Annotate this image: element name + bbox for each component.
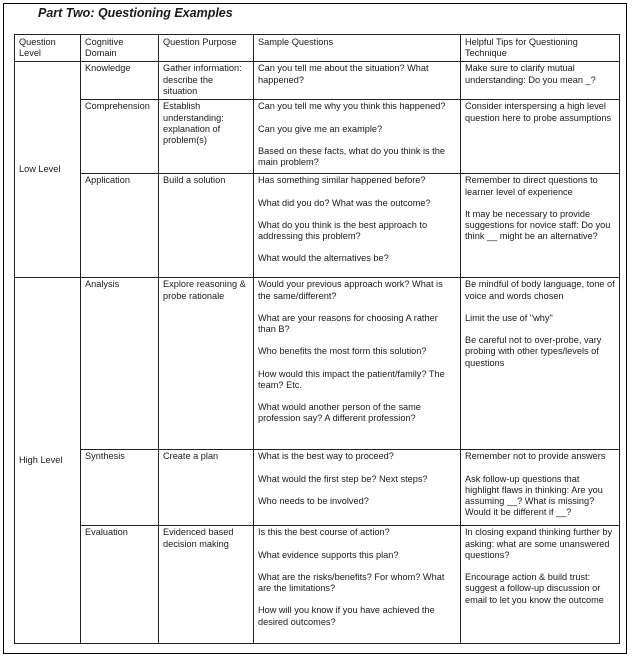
sample-question: Who benefits the most form this solution? <box>258 346 427 357</box>
helpful-tip: Be careful not to over-probe, vary probing with other types/levels of questions <box>465 335 602 368</box>
sample-question: What would another person of the same profession say? A different profession? <box>258 401 421 424</box>
purpose-cell: Establish understanding: explanation of problem(s) <box>159 100 254 174</box>
sample-question: How will you know if you have achieved the desired outcomes? <box>258 605 435 627</box>
high-level-cell: High Level <box>15 278 81 644</box>
page-title: Part Two: Questioning Examples <box>38 6 233 20</box>
domain-cell: Comprehension <box>81 100 159 174</box>
purpose-cell: Create a plan <box>159 450 254 526</box>
sample-questions-cell <box>254 100 461 174</box>
purpose-cell: Gather information: describe the situation <box>159 62 254 100</box>
helpful-tip: Make sure to clarify mutual understanding: Do you mean _? <box>465 63 596 85</box>
header-cognitive-domain: Cognitive Domain <box>81 35 159 62</box>
sample-question: Based on these facts, what do you think is the main problem? <box>258 145 445 168</box>
sample-question: What are the risks/benefits? For whom? What are the limitations? <box>258 571 445 594</box>
table-row <box>15 174 620 278</box>
helpful-tips-cell <box>461 62 620 100</box>
purpose-cell: Explore reasoning & probe rationale <box>159 278 254 450</box>
domain-cell: Synthesis <box>81 450 159 526</box>
helpful-tips-cell <box>461 526 620 644</box>
helpful-tips-cell <box>461 174 620 278</box>
helpful-tip: Encourage action & build trust: suggest a follow-up discussion or email to let you know the outcome <box>465 572 604 605</box>
sample-question: What are your reasons for choosing A rather than B? <box>258 312 438 335</box>
table-row <box>15 450 620 526</box>
helpful-tip: Ask follow-up questions that highlight flaws in thinking: Are you assuming __? What is missing? Would it be different if __? <box>465 473 603 518</box>
sample-question: What would the first step be? Next steps? <box>258 473 428 484</box>
sample-questions-cell <box>254 526 461 644</box>
domain-cell: Evaluation <box>81 526 159 644</box>
helpful-tips-cell <box>461 278 620 450</box>
helpful-tip: Remember to direct questions to learner level of experience <box>465 175 598 197</box>
header-question-level: Question Level <box>15 35 81 62</box>
sample-question: What evidence supports this plan? <box>258 549 399 560</box>
sample-question: How would this impact the patient/family? The team? Etc. <box>258 368 445 390</box>
sample-question: What is the best way to proceed? <box>258 451 394 462</box>
domain-cell: Analysis <box>81 278 159 450</box>
table-row <box>15 100 620 174</box>
sample-questions-cell <box>254 174 461 278</box>
sample-question: Would your previous approach work? What is the same/different? <box>258 279 443 301</box>
helpful-tips-cell <box>461 450 620 526</box>
sample-question: What would the alternatives be? <box>258 253 389 264</box>
questioning-table <box>14 34 620 644</box>
low-level-cell: Low Level <box>15 62 81 278</box>
helpful-tip: Consider interspersing a high level question here to probe assumptions <box>465 101 612 123</box>
sample-question: Can you give me an example? <box>258 123 383 134</box>
helpful-tip: It may be necessary to provide suggestions for novice staff: Do you think __ might be an alternative? <box>465 208 611 242</box>
sample-questions-cell <box>254 278 461 450</box>
sample-question: What do you think is the best approach to addressing this problem? <box>258 219 428 242</box>
header-row <box>15 35 620 62</box>
sample-questions-cell <box>254 62 461 100</box>
header-helpful-tips: Helpful Tips for Questioning Technique <box>461 35 620 62</box>
sample-question: Can you tell me why you think this happened? <box>258 101 446 112</box>
sample-question: Is this the best course of action? <box>258 527 390 538</box>
helpful-tip: Limit the use of "why" <box>465 312 553 323</box>
header-sample-questions: Sample Questions <box>254 35 461 62</box>
sample-questions-cell <box>254 450 461 526</box>
sample-question: Can you tell me about the situation? What happened? <box>258 63 429 85</box>
helpful-tip: Be mindful of body language, tone of voice and words chosen <box>465 279 615 301</box>
table-row <box>15 278 620 450</box>
helpful-tip: In closing expand thinking further by asking: what are some unanswered questions? <box>465 527 613 560</box>
helpful-tip: Remember not to provide answers <box>465 451 606 462</box>
header-question-purpose: Question Purpose <box>159 35 254 62</box>
domain-cell: Application <box>81 174 159 278</box>
table-row <box>15 62 620 100</box>
domain-cell: Knowledge <box>81 62 159 100</box>
sample-question: Has something similar happened before? <box>258 175 426 186</box>
purpose-cell: Build a solution <box>159 174 254 278</box>
purpose-cell: Evidenced based decision making <box>159 526 254 644</box>
sample-question: Who needs to be involved? <box>258 495 369 506</box>
helpful-tips-cell <box>461 100 620 174</box>
table-row <box>15 526 620 644</box>
sample-question: What did you do? What was the outcome? <box>258 197 431 208</box>
